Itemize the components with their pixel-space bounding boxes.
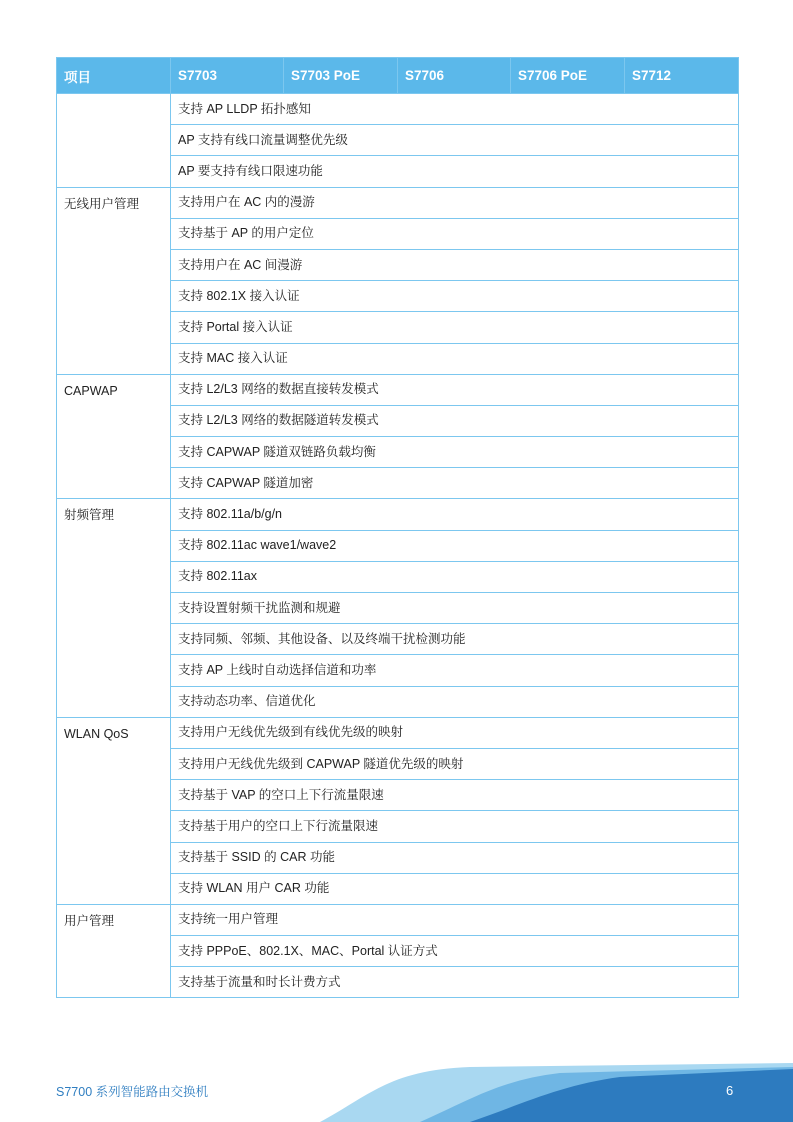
- feature-cell: 支持 CAPWAP 隧道双链路负载均衡: [171, 437, 739, 468]
- feature-cell: 支持 802.11ac wave1/wave2: [171, 530, 739, 561]
- header-item: 项目: [57, 58, 171, 94]
- feature-cell: 支持同频、邻频、其他设备、以及终端干扰检测功能: [171, 624, 739, 655]
- feature-cell: 支持用户无线优先级到有线优先级的映射: [171, 717, 739, 748]
- feature-cell: 支持 MAC 接入认证: [171, 343, 739, 374]
- table-row: [57, 94, 739, 125]
- header-model: S7703: [171, 58, 284, 94]
- header-model: S7712: [625, 58, 739, 94]
- feature-cell: 支持基于 SSID 的 CAR 功能: [171, 842, 739, 873]
- category-cell: 射频管理: [57, 499, 171, 717]
- feature-cell: AP 支持有线口流量调整优先级: [171, 125, 739, 156]
- header-model: S7706 PoE: [511, 58, 625, 94]
- category-cell: 无线用户管理: [57, 187, 171, 374]
- feature-cell: 支持基于流量和时长计费方式: [171, 967, 739, 998]
- table-row: [57, 187, 739, 218]
- feature-cell: 支持基于用户的空口上下行流量限速: [171, 811, 739, 842]
- spec-table: [56, 57, 739, 998]
- feature-cell: 支持 802.11ax: [171, 561, 739, 592]
- feature-cell: 支持统一用户管理: [171, 904, 739, 935]
- category-cell: CAPWAP: [57, 374, 171, 499]
- category-cell: WLAN QoS: [57, 717, 171, 904]
- feature-cell: 支持用户无线优先级到 CAPWAP 隧道优先级的映射: [171, 748, 739, 779]
- category-cell: [57, 94, 171, 188]
- feature-cell: 支持 802.1X 接入认证: [171, 281, 739, 312]
- feature-cell: 支持 WLAN 用户 CAR 功能: [171, 873, 739, 904]
- feature-cell: 支持用户在 AC 内的漫游: [171, 187, 739, 218]
- feature-cell: 支持 L2/L3 网络的数据隧道转发模式: [171, 405, 739, 436]
- feature-cell: 支持基于 AP 的用户定位: [171, 218, 739, 249]
- table-body: [57, 94, 739, 998]
- feature-cell: 支持用户在 AC 间漫游: [171, 249, 739, 280]
- header-model: S7706: [398, 58, 511, 94]
- feature-cell: 支持 802.11a/b/g/n: [171, 499, 739, 530]
- feature-cell: 支持动态功率、信道优化: [171, 686, 739, 717]
- page-number: 6: [726, 1083, 734, 1098]
- feature-cell: 支持 CAPWAP 隧道加密: [171, 468, 739, 499]
- table-header-row: [57, 58, 739, 94]
- feature-cell: 支持设置射频干扰监测和规避: [171, 593, 739, 624]
- table-row: [57, 499, 739, 530]
- feature-cell: 支持基于 VAP 的空口上下行流量限速: [171, 780, 739, 811]
- footer-title: S7700 系列智能路由交换机: [56, 1085, 209, 1099]
- feature-cell: 支持 PPPoE、802.1X、MAC、Portal 认证方式: [171, 936, 739, 967]
- category-cell: 用户管理: [57, 904, 171, 998]
- table-row: [57, 904, 739, 935]
- feature-cell: AP 要支持有线口限速功能: [171, 156, 739, 187]
- header-model: S7703 PoE: [284, 58, 398, 94]
- feature-cell: 支持 AP 上线时自动选择信道和功率: [171, 655, 739, 686]
- feature-cell: 支持 L2/L3 网络的数据直接转发模式: [171, 374, 739, 405]
- feature-cell: 支持 Portal 接入认证: [171, 312, 739, 343]
- table-row: [57, 717, 739, 748]
- table-row: [57, 374, 739, 405]
- feature-cell: 支持 AP LLDP 拓扑感知: [171, 94, 739, 125]
